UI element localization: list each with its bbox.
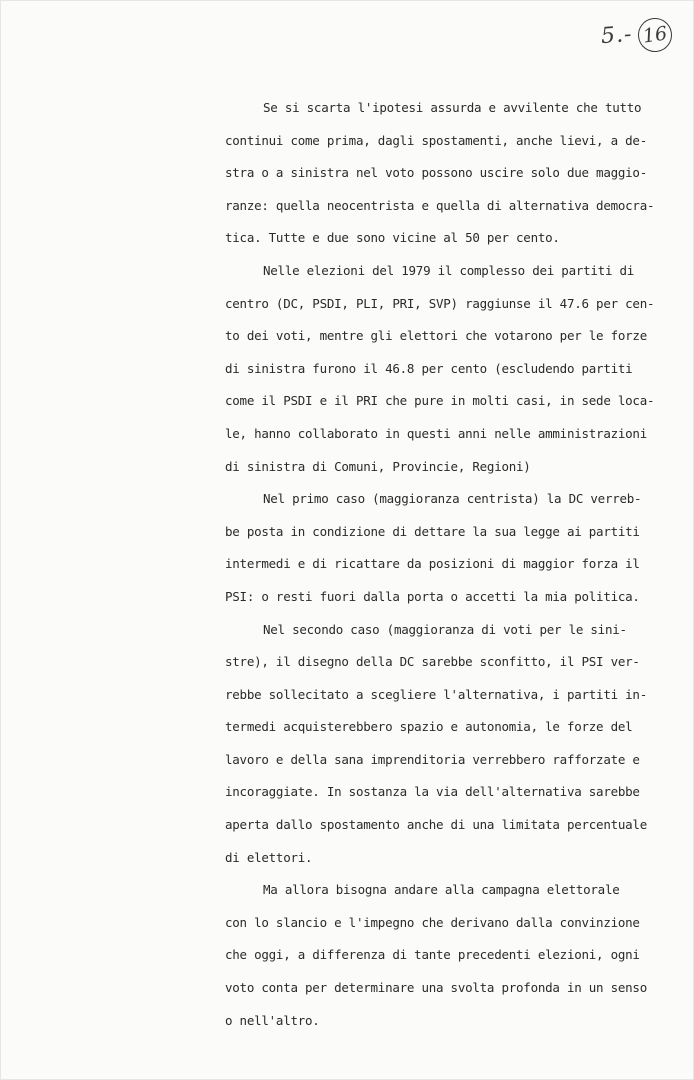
text-line: Se si scarta l'ipotesi assurda e avvilente che tutto	[263, 100, 642, 115]
text-line: ranze: quella neocentrista e quella di alternativa democra-	[225, 197, 655, 213]
text-line: aperta dallo spostamento anche di una limitata percentuale	[225, 817, 647, 833]
text-line: incoraggiate. In sostanza la via dell'alternativa sarebbe	[225, 784, 640, 800]
text-line: tica. Tutte e due sono vicine al 50 per cento.	[225, 230, 560, 246]
folio-number: 5.-	[599, 21, 633, 49]
text-line: voto conta per determinare una svolta profonda in un senso	[225, 980, 647, 996]
text-line: stre), il disegno della DC sarebbe sconfitto, il PSI ver-	[225, 654, 640, 670]
paragraph-3	[225, 483, 642, 613]
text-line: continui come prima, dagli spostamenti, anche lievi, a de-	[225, 132, 647, 148]
text-line: be posta in condizione di dettare la sua legge ai partiti	[225, 523, 640, 539]
text-line: rebbe sollecitato a scegliere l'alternativa, i partiti in-	[225, 686, 647, 702]
text-line: di sinistra furono il 46.8 per cento (escludendo partiti	[225, 360, 633, 376]
text-line: stra o a sinistra nel voto possono uscire solo due maggio-	[225, 165, 647, 181]
paragraph-5	[225, 874, 647, 1037]
text-line: PSI: o resti fuori dalla porta o accetti la mia politica.	[225, 588, 640, 604]
paragraph-2	[225, 255, 655, 483]
text-line: intermedi e di ricattare da posizioni di maggior forza il	[225, 556, 640, 572]
text-line: termedi acquisterebbero spazio e autonomia, le forze del	[225, 719, 633, 735]
text-line: con lo slancio e l'impegno che derivano dalla convinzione	[225, 914, 640, 930]
text-line: Ma allora bisogna andare alla campagna elettorale	[263, 882, 620, 898]
text-line: che oggi, a differenza di tante precedenti elezioni, ogni	[225, 947, 640, 963]
text-line: to dei voti, mentre gli elettori che votarono per le forze	[225, 328, 647, 344]
circled-sheet-number: 16	[636, 16, 674, 54]
text-line: di elettori.	[225, 849, 313, 865]
text-line: o nell'altro.	[225, 1012, 320, 1028]
text-line: lavoro e della sana imprenditoria verrebbero rafforzate e	[225, 751, 640, 767]
text-line: Nelle elezioni del 1979 il complesso dei partiti di	[263, 262, 635, 278]
paragraph-1	[225, 92, 655, 255]
text-line: Nel secondo caso (maggioranza di voti per le sini-	[263, 621, 627, 637]
page-number	[601, 18, 672, 52]
body-text	[225, 92, 655, 1037]
text-line: centro (DC, PSDI, PLI, PRI, SVP) raggiunse il 47.6 per cen-	[225, 295, 655, 311]
text-line: Nel primo caso (maggioranza centrista) la DC verreb-	[263, 491, 642, 507]
text-line: di sinistra di Comuni, Provincie, Regioni)	[225, 458, 531, 474]
text-line: le, hanno collaborato in questi anni nelle amministrazioni	[225, 425, 647, 441]
paragraph-4	[225, 614, 647, 875]
text-line: come il PSDI e il PRI che pure in molti casi, in sede loca-	[225, 393, 655, 409]
